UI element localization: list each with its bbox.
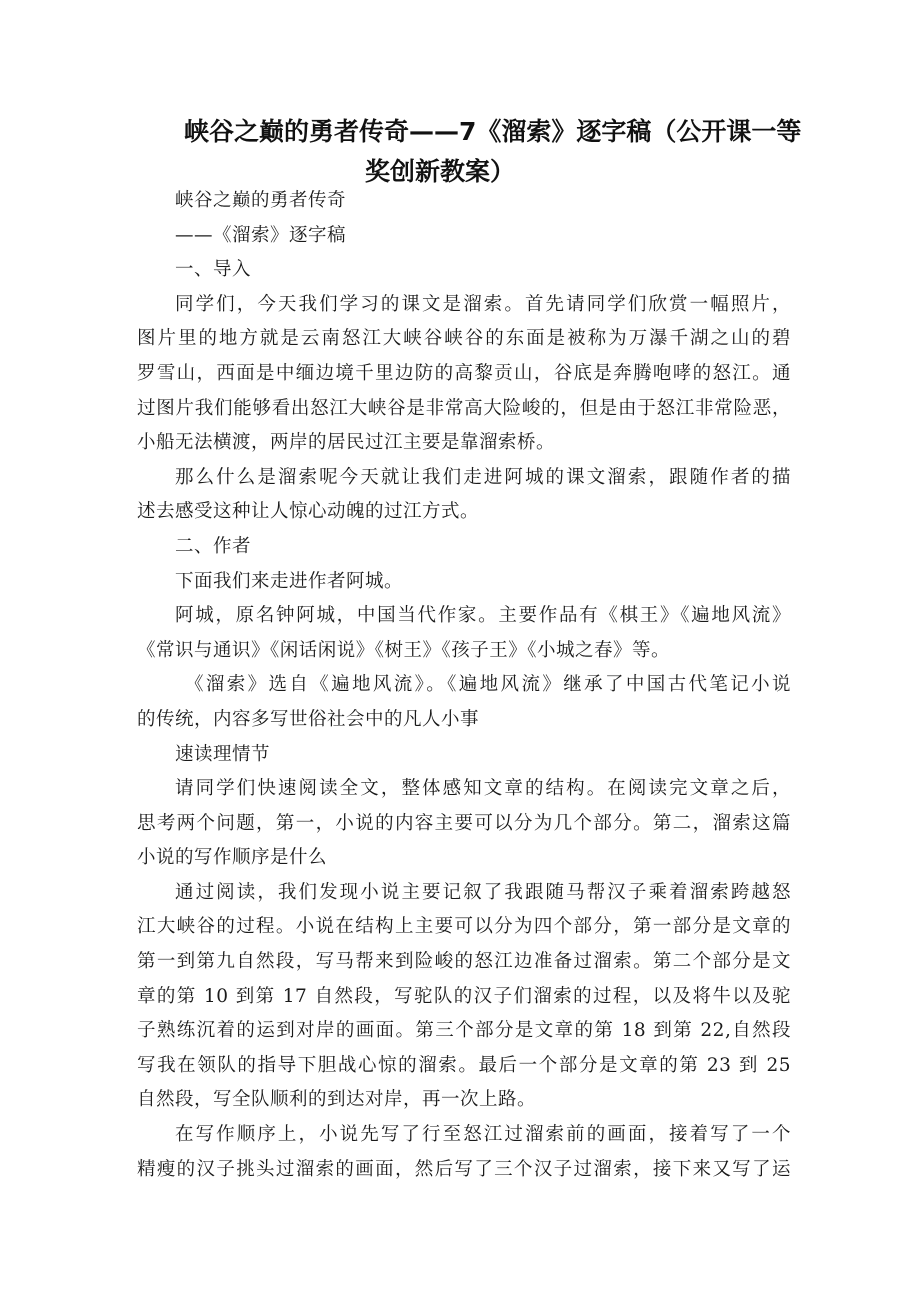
paragraph-line: 写我在领队的指导下胆战心惊的溜索。最后一个部分是文章的第 23 到 25 xyxy=(137,1054,791,1076)
paragraph-line: 思考两个问题，第一，小说的内容主要可以分为几个部分。第二，溜索这篇 xyxy=(137,812,791,834)
paragraph-line: 在写作顺序上，小说先写了行至怒江过溜索前的画面，接着写了一个 xyxy=(175,1124,791,1146)
paragraph-line: 小船无法横渡，两岸的居民过江主要是靠溜索桥。 xyxy=(137,432,556,454)
paragraph-line: 同学们，今天我们学习的课文是溜索。首先请同学们欣赏一幅照片， xyxy=(175,293,791,315)
document-title xyxy=(160,112,800,192)
paragraph-line: 过图片我们能够看出怒江大峡谷是非常高大险峻的，但是由于怒江非常险恶， xyxy=(137,397,791,419)
paragraph-line: 《溜索》选自《遍地风流》。《遍地风流》继承了中国古代笔记小说 xyxy=(185,674,791,696)
paragraph-line: 章的第 10 到第 17 自然段，写驼队的汉子们溜索的过程，以及将牛以及驼 xyxy=(137,985,791,1007)
paragraph-line: 自然段，写全队顺利的到达对岸，再一次上路。 xyxy=(137,1089,537,1111)
paragraph-line: 江大峡谷的过程。小说在结构上主要可以分为四个部分，第一部分是文章的 xyxy=(137,916,791,938)
section-heading: 一、导入 xyxy=(175,259,252,281)
subtitle-line: ——《溜索》逐字稿 xyxy=(175,224,347,246)
document-body xyxy=(137,184,791,1187)
paragraph-line: 第一到第九自然段，写马帮来到险峻的怒江边准备过溜索。第二个部分是文 xyxy=(137,951,791,973)
paragraph-line: 述去感受这种让人惊心动魄的过江方式。 xyxy=(137,501,480,523)
section-heading: 二、作者 xyxy=(175,535,252,557)
paragraph-line: 精瘦的汉子挑头过溜索的画面，然后写了三个汉子过溜索，接下来又写了运 xyxy=(137,1158,791,1180)
section-heading: 速读理情节 xyxy=(175,743,271,765)
paragraph-line: 请同学们快速阅读全文，整体感知文章的结构。在阅读完文章之后， xyxy=(175,778,791,800)
subtitle-line: 峡谷之巅的勇者传奇 xyxy=(175,190,347,211)
title-line-1: 峡谷之巅的勇者传奇——7《溜索》逐字稿（公开课一等 xyxy=(184,117,802,146)
paragraph-line: 罗雪山，西面是中缅边境千里边防的高黎贡山，谷底是奔腾咆哮的怒江。通 xyxy=(137,362,791,384)
paragraph-line: 通过阅读，我们发现小说主要记叙了我跟随马帮汉子乘着溜索跨越怒 xyxy=(175,881,791,903)
paragraph-line: 《常识与通识》《闲话闲说》《树王》《孩子王》《小城之春》等。 xyxy=(137,639,671,661)
paragraph-line: 阿城，原名钟阿城，中国当代作家。主要作品有《棋王》《遍地风流》 xyxy=(175,605,791,627)
paragraph-line: 的传统，内容多写世俗社会中的凡人小事 xyxy=(137,708,480,730)
paragraph-line: 那么什么是溜索呢今天就让我们走进阿城的课文溜索，跟随作者的描 xyxy=(175,466,791,488)
title-line-2: 奖创新教案） xyxy=(365,157,516,186)
paragraph-line: 子熟练沉着的运到对岸的画面。第三个部分是文章的第 18 到第 22,自然段 xyxy=(137,1020,791,1042)
paragraph-line: 图片里的地方就是云南怒江大峡谷峡谷的东面是被称为万瀑千湖之山的碧 xyxy=(137,328,791,350)
paragraph-line: 下面我们来走进作者阿城。 xyxy=(175,570,404,592)
paragraph-line: 小说的写作顺序是什么 xyxy=(137,847,328,869)
